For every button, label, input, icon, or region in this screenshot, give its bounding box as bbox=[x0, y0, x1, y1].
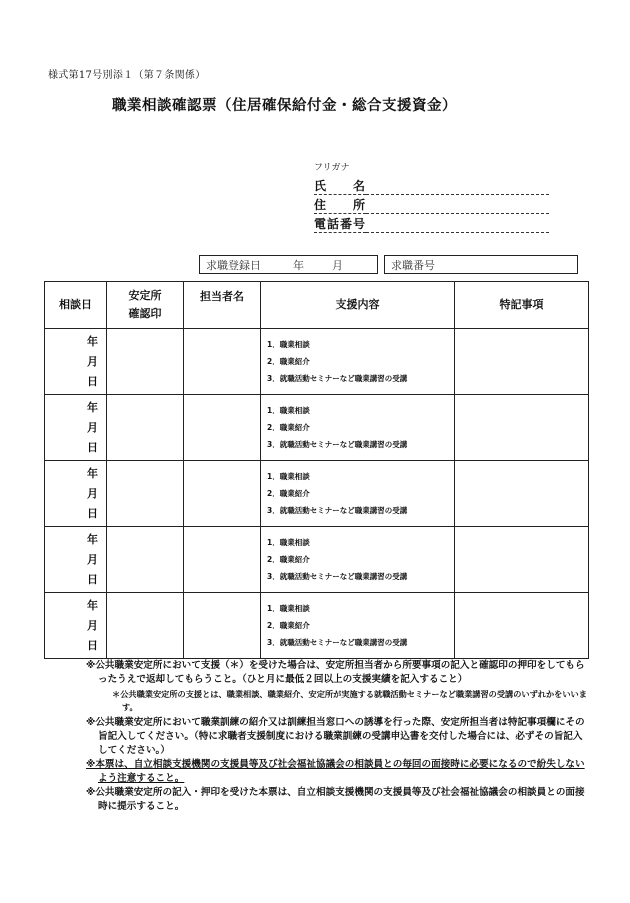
phone-input-line[interactable] bbox=[366, 231, 549, 233]
staff-cell[interactable] bbox=[184, 395, 261, 461]
notes-cell[interactable] bbox=[455, 329, 589, 395]
header-stamp-line1: 安定所 bbox=[128, 289, 162, 302]
name-input-line[interactable] bbox=[366, 193, 549, 195]
date-unit-label: 日 bbox=[87, 374, 98, 388]
date-unit-label: 月 bbox=[87, 486, 98, 500]
date-unit-label: 年 bbox=[87, 334, 98, 348]
registration-date-label: 求職登録日 bbox=[206, 258, 261, 272]
note-1-footnote: ＊公共職業安定所の支援とは、職業相談、職業紹介、安定所が実施する就職活動セミナーなど職業講習の受講のいずれかをいいます。 bbox=[112, 689, 587, 712]
registration-number-label: 求職番号 bbox=[391, 258, 435, 272]
note-3 bbox=[86, 758, 591, 786]
notes-cell[interactable] bbox=[455, 593, 589, 659]
note-2: ※公共職業安定所において職業訓練の紹介又は訓練担当窓口への誘導を行った際、安定所担当者は特記事項欄にその旨記入してください。（特に求職者支援制度における職業訓練の受講申込書を交付した場合には、必ずその旨記入してください。） bbox=[86, 717, 585, 756]
name-label: 氏 名 bbox=[314, 179, 367, 193]
support-option[interactable]: 2．職業紹介 bbox=[267, 423, 310, 432]
consultation-table bbox=[44, 281, 589, 659]
support-option[interactable]: 3．就職活動セミナーなど職業講習の受講 bbox=[267, 374, 408, 383]
address-label: 住 所 bbox=[314, 198, 367, 212]
registration-year-unit: 年 bbox=[293, 258, 304, 272]
date-unit-label: 日 bbox=[87, 572, 98, 586]
registration-number-box[interactable] bbox=[384, 255, 578, 274]
note-1: ※公共職業安定所において支援（＊）を受けた場合は、安定所担当者から所要事項の記入と確認印の押印をしてもらったうえで返却してもらうこと。（ひと月に最低２回以上の支援実績を記入すること） bbox=[86, 660, 585, 685]
registration-date-box[interactable] bbox=[199, 255, 378, 274]
date-unit-label: 年 bbox=[87, 400, 98, 414]
support-option[interactable]: 2．職業紹介 bbox=[267, 489, 310, 498]
support-option[interactable]: 2．職業紹介 bbox=[267, 357, 310, 366]
notes-cell[interactable] bbox=[455, 395, 589, 461]
support-cell[interactable] bbox=[261, 395, 455, 461]
support-option[interactable]: 3．就職活動セミナーなど職業講習の受講 bbox=[267, 506, 408, 515]
support-option[interactable]: 3．就職活動セミナーなど職業講習の受講 bbox=[267, 638, 408, 647]
support-cell[interactable] bbox=[261, 527, 455, 593]
support-option[interactable]: 3．就職活動セミナーなど職業講習の受講 bbox=[267, 572, 408, 581]
date-unit-label: 日 bbox=[87, 506, 98, 520]
header-staff: 担当者名 bbox=[184, 282, 261, 329]
table-row bbox=[45, 527, 589, 593]
stamp-cell[interactable] bbox=[107, 395, 184, 461]
phone-label: 電話番号 bbox=[314, 217, 367, 231]
header-date: 相談日 bbox=[45, 282, 107, 329]
table-row bbox=[45, 395, 589, 461]
notes-cell[interactable] bbox=[455, 461, 589, 527]
header-support: 支援内容 bbox=[261, 282, 455, 329]
consultation-date-cell[interactable] bbox=[45, 395, 107, 461]
staff-cell[interactable] bbox=[184, 527, 261, 593]
personal-info-block bbox=[314, 160, 549, 233]
support-option[interactable]: 1．職業相談 bbox=[267, 472, 310, 481]
staff-cell[interactable] bbox=[184, 329, 261, 395]
support-option[interactable]: 2．職業紹介 bbox=[267, 555, 310, 564]
support-option[interactable]: 3．就職活動セミナーなど職業講習の受講 bbox=[267, 440, 408, 449]
date-unit-label: 月 bbox=[87, 618, 98, 632]
support-option[interactable]: 1．職業相談 bbox=[267, 604, 310, 613]
date-unit-label: 月 bbox=[87, 420, 98, 434]
stamp-cell[interactable] bbox=[107, 527, 184, 593]
date-unit-label: 月 bbox=[87, 552, 98, 566]
furigana-label: フリガナ bbox=[314, 163, 350, 173]
header-notes: 特記事項 bbox=[455, 282, 589, 329]
notes-section bbox=[86, 659, 591, 814]
consultation-date-cell[interactable] bbox=[45, 329, 107, 395]
date-unit-label: 日 bbox=[87, 440, 98, 454]
consultation-date-cell[interactable] bbox=[45, 461, 107, 527]
registration-month-unit: 月 bbox=[332, 258, 343, 272]
date-unit-label: 年 bbox=[87, 598, 98, 612]
form-number: 様式第17号別添１（第７条関係） bbox=[48, 70, 206, 81]
table-row bbox=[45, 461, 589, 527]
address-input-line[interactable] bbox=[366, 212, 549, 214]
header-stamp-line2: 確認印 bbox=[128, 307, 162, 320]
support-cell[interactable] bbox=[261, 593, 455, 659]
date-unit-label: 日 bbox=[87, 638, 98, 652]
header-stamp bbox=[107, 282, 184, 329]
address-field[interactable] bbox=[314, 195, 549, 214]
consultation-date-cell[interactable] bbox=[45, 527, 107, 593]
staff-cell[interactable] bbox=[184, 461, 261, 527]
support-cell[interactable] bbox=[261, 461, 455, 527]
support-option[interactable]: 2．職業紹介 bbox=[267, 621, 310, 630]
note-3-text: ※本票は、自立相談支援機関の支援員等及び社会福祉協議会の相談員との毎回の面接時に必要になるので紛失しないよう注意すること。 bbox=[86, 759, 585, 784]
table-header-row bbox=[45, 282, 589, 329]
phone-field[interactable] bbox=[314, 214, 549, 233]
date-unit-label: 年 bbox=[87, 466, 98, 480]
date-unit-label: 年 bbox=[87, 532, 98, 546]
stamp-cell[interactable] bbox=[107, 329, 184, 395]
page-title: 職業相談確認票（住居確保給付金・総合支援資金） bbox=[112, 98, 457, 114]
stamp-cell[interactable] bbox=[107, 593, 184, 659]
support-option[interactable]: 1．職業相談 bbox=[267, 340, 310, 349]
consultation-date-cell[interactable] bbox=[45, 593, 107, 659]
table-row bbox=[45, 593, 589, 659]
notes-cell[interactable] bbox=[455, 527, 589, 593]
support-option[interactable]: 1．職業相談 bbox=[267, 538, 310, 547]
note-4: ※公共職業安定所の記入・押印を受けた本票は、自立相談支援機関の支援員等及び社会福祉協議会の相談員との面接時に提示すること。 bbox=[86, 787, 585, 812]
staff-cell[interactable] bbox=[184, 593, 261, 659]
support-cell[interactable] bbox=[261, 329, 455, 395]
support-option[interactable]: 1．職業相談 bbox=[267, 406, 310, 415]
date-unit-label: 月 bbox=[87, 354, 98, 368]
name-field[interactable] bbox=[314, 176, 549, 195]
table-row bbox=[45, 329, 589, 395]
stamp-cell[interactable] bbox=[107, 461, 184, 527]
